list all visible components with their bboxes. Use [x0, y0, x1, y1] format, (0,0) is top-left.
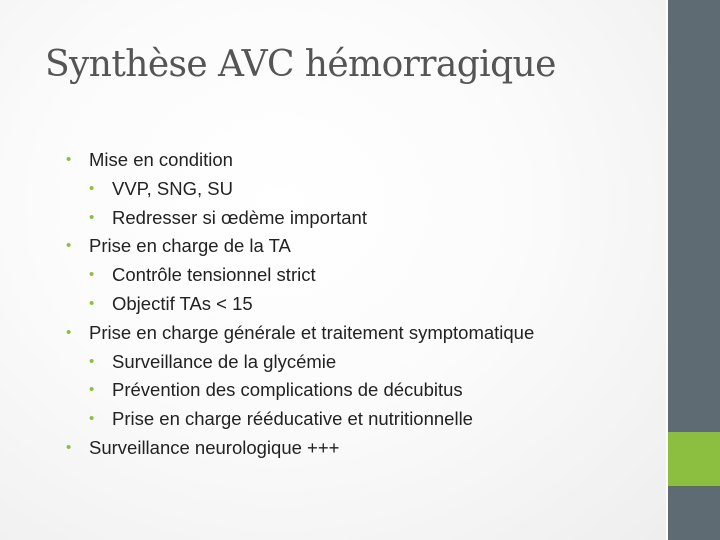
sub-bullet-text: Objectif TAs < 15 — [112, 292, 253, 314]
bullet-marker-icon: • — [89, 381, 95, 399]
sub-bullet-text: Prévention des complications de décubitus — [112, 379, 463, 401]
bullet-marker-icon: • — [89, 352, 95, 370]
bullet-text: Mise en condition — [89, 149, 233, 170]
bullet-text: Prise en charge de la TA — [89, 235, 291, 257]
sub-bullet-item — [89, 405, 656, 434]
bullet-item — [66, 434, 656, 463]
accent-block — [668, 432, 720, 486]
bullet-marker-icon: • — [66, 151, 72, 168]
sub-bullet-item — [89, 204, 656, 233]
bullet-marker-icon: • — [89, 179, 95, 197]
bullet-marker-icon: • — [66, 323, 72, 341]
bullet-item — [66, 232, 656, 261]
bullet-text: Prise en charge générale et traitement symptomatique — [89, 321, 535, 343]
bullet-text: Surveillance neurologique +++ — [89, 436, 340, 458]
bullet-item — [66, 319, 656, 348]
sub-bullet-text: Redresser si œdème important — [112, 206, 367, 228]
bullet-marker-icon: • — [89, 208, 95, 226]
bullet-marker-icon: • — [89, 266, 95, 284]
sub-bullet-item — [89, 348, 656, 377]
sub-bullet-text: Prise en charge rééducative et nutritionnelle — [112, 408, 473, 430]
sub-bullet-text: Surveillance de la glycémie — [112, 350, 337, 372]
bullet-marker-icon: • — [66, 438, 72, 456]
sub-bullet-item — [89, 290, 656, 319]
sub-bullet-text: Contrôle tensionnel strict — [112, 264, 316, 286]
bullet-item — [66, 146, 656, 175]
slide-title: Synthèse AVC hémorragique — [45, 44, 556, 85]
bullet-list — [66, 146, 656, 463]
sub-bullet-text: VVP, SNG, SU — [112, 177, 233, 199]
sub-bullet-item — [89, 376, 656, 405]
bullet-marker-icon: • — [66, 237, 72, 255]
bullet-marker-icon: • — [89, 410, 95, 428]
bullet-marker-icon: • — [89, 294, 95, 312]
sub-bullet-item — [89, 261, 656, 290]
sub-bullet-item — [89, 175, 656, 204]
